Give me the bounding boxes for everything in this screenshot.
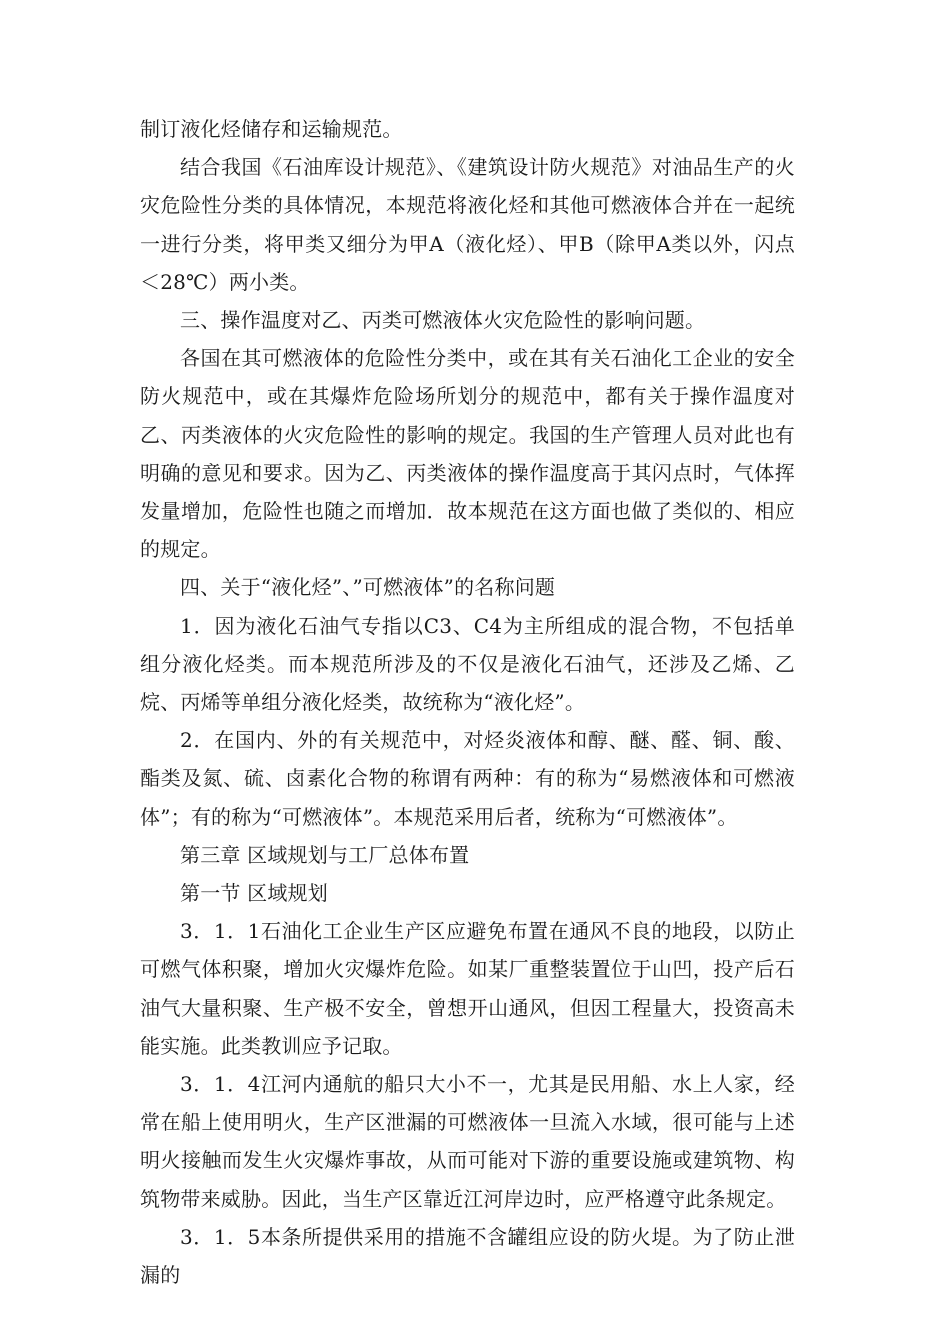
clause-3-1-5: 3．1．5本条所提供采用的措施不含罐组应设的防火堤。为了防止泄漏的 xyxy=(140,1224,795,1288)
chapter-heading: 第三章 区域规划与工厂总体布置 xyxy=(180,842,470,867)
section-heading-naming: 四、关于“液化烃”、”可燃液体”的名称问题 xyxy=(180,575,556,600)
section-heading-operating-temperature: 三、操作温度对乙、丙类可燃液体火灾危险性的影响问题。 xyxy=(180,308,706,333)
paragraph-naming-1: 1．因为液化石油气专指以C3、C4为主所组成的混合物，不包括单组分液化烃类。而本规范所涉及的不仅是液化石油气，还涉及乙烯、乙烷、丙烯等单组分液化烃类，故统称为“液化烃”。 xyxy=(140,613,795,715)
paragraph-naming-2: 2．在国内、外的有关规范中，对烃炎液体和醇、醚、醛、铜、酸、酯类及氮、硫、卤素化合物的称谓有两种：有的称为“易燃液体和可燃液体”；有的称为“可燃液体”。本规范采用后者，统称为“可燃液体”。 xyxy=(140,728,795,829)
paragraph-continuation: 制订液化烃储存和运输规范。 xyxy=(140,117,403,141)
paragraph-operating-temperature: 各国在其可燃液体的危险性分类中，或在其有关石油化工企业的安全防火规范中，或在其爆炸危险场所划分的规范中，都有关于操作温度对乙、丙类液体的火灾危险性的影响的规定。我国的生产管理人员对此也有明确的意见和要求。因为乙、丙类液体的操作温度高于其闪点时，气体挥发量增加，危险性也随之而增加．故本规范在这方面也做了类似的、相应的规定。 xyxy=(140,346,795,562)
paragraph-classification: 结合我国《石油库设计规范》、《建筑设计防火规范》对油品生产的火灾危险性分类的具体情况，本规范将液化烃和其他可燃液体合并在一起统一进行分类，将甲类又细分为甲A（液化烃）、甲B（除甲A类以外，闪点＜28℃）两小类。 xyxy=(140,155,795,294)
clause-3-1-1: 3．1．1石油化工企业生产区应避免布置在通风不良的地段，以防止可燃气体积聚，增加火灾爆炸危险。如某厂重整装置位于山凹，投产后石油气大量积聚、生产极不安全，曾想开山通风，但因工程量大，投资高未能实施。此类教训应予记取。 xyxy=(140,919,795,1058)
clause-3-1-4: 3．1．4江河内通航的船只大小不一，尤其是民用船、水上人家，经常在船上使用明火，生产区泄漏的可燃液体一旦流入水域，很可能与上述明火接触而发生火灾爆炸事故，从而可能对下游的重要设施或建筑物、构筑物带来威胁。因此，当生产区靠近江河岸边时，应严格遵守此条规定。 xyxy=(140,1072,795,1211)
document-page xyxy=(140,110,795,1294)
section-heading-regional-planning: 第一节 区域规划 xyxy=(180,881,328,906)
